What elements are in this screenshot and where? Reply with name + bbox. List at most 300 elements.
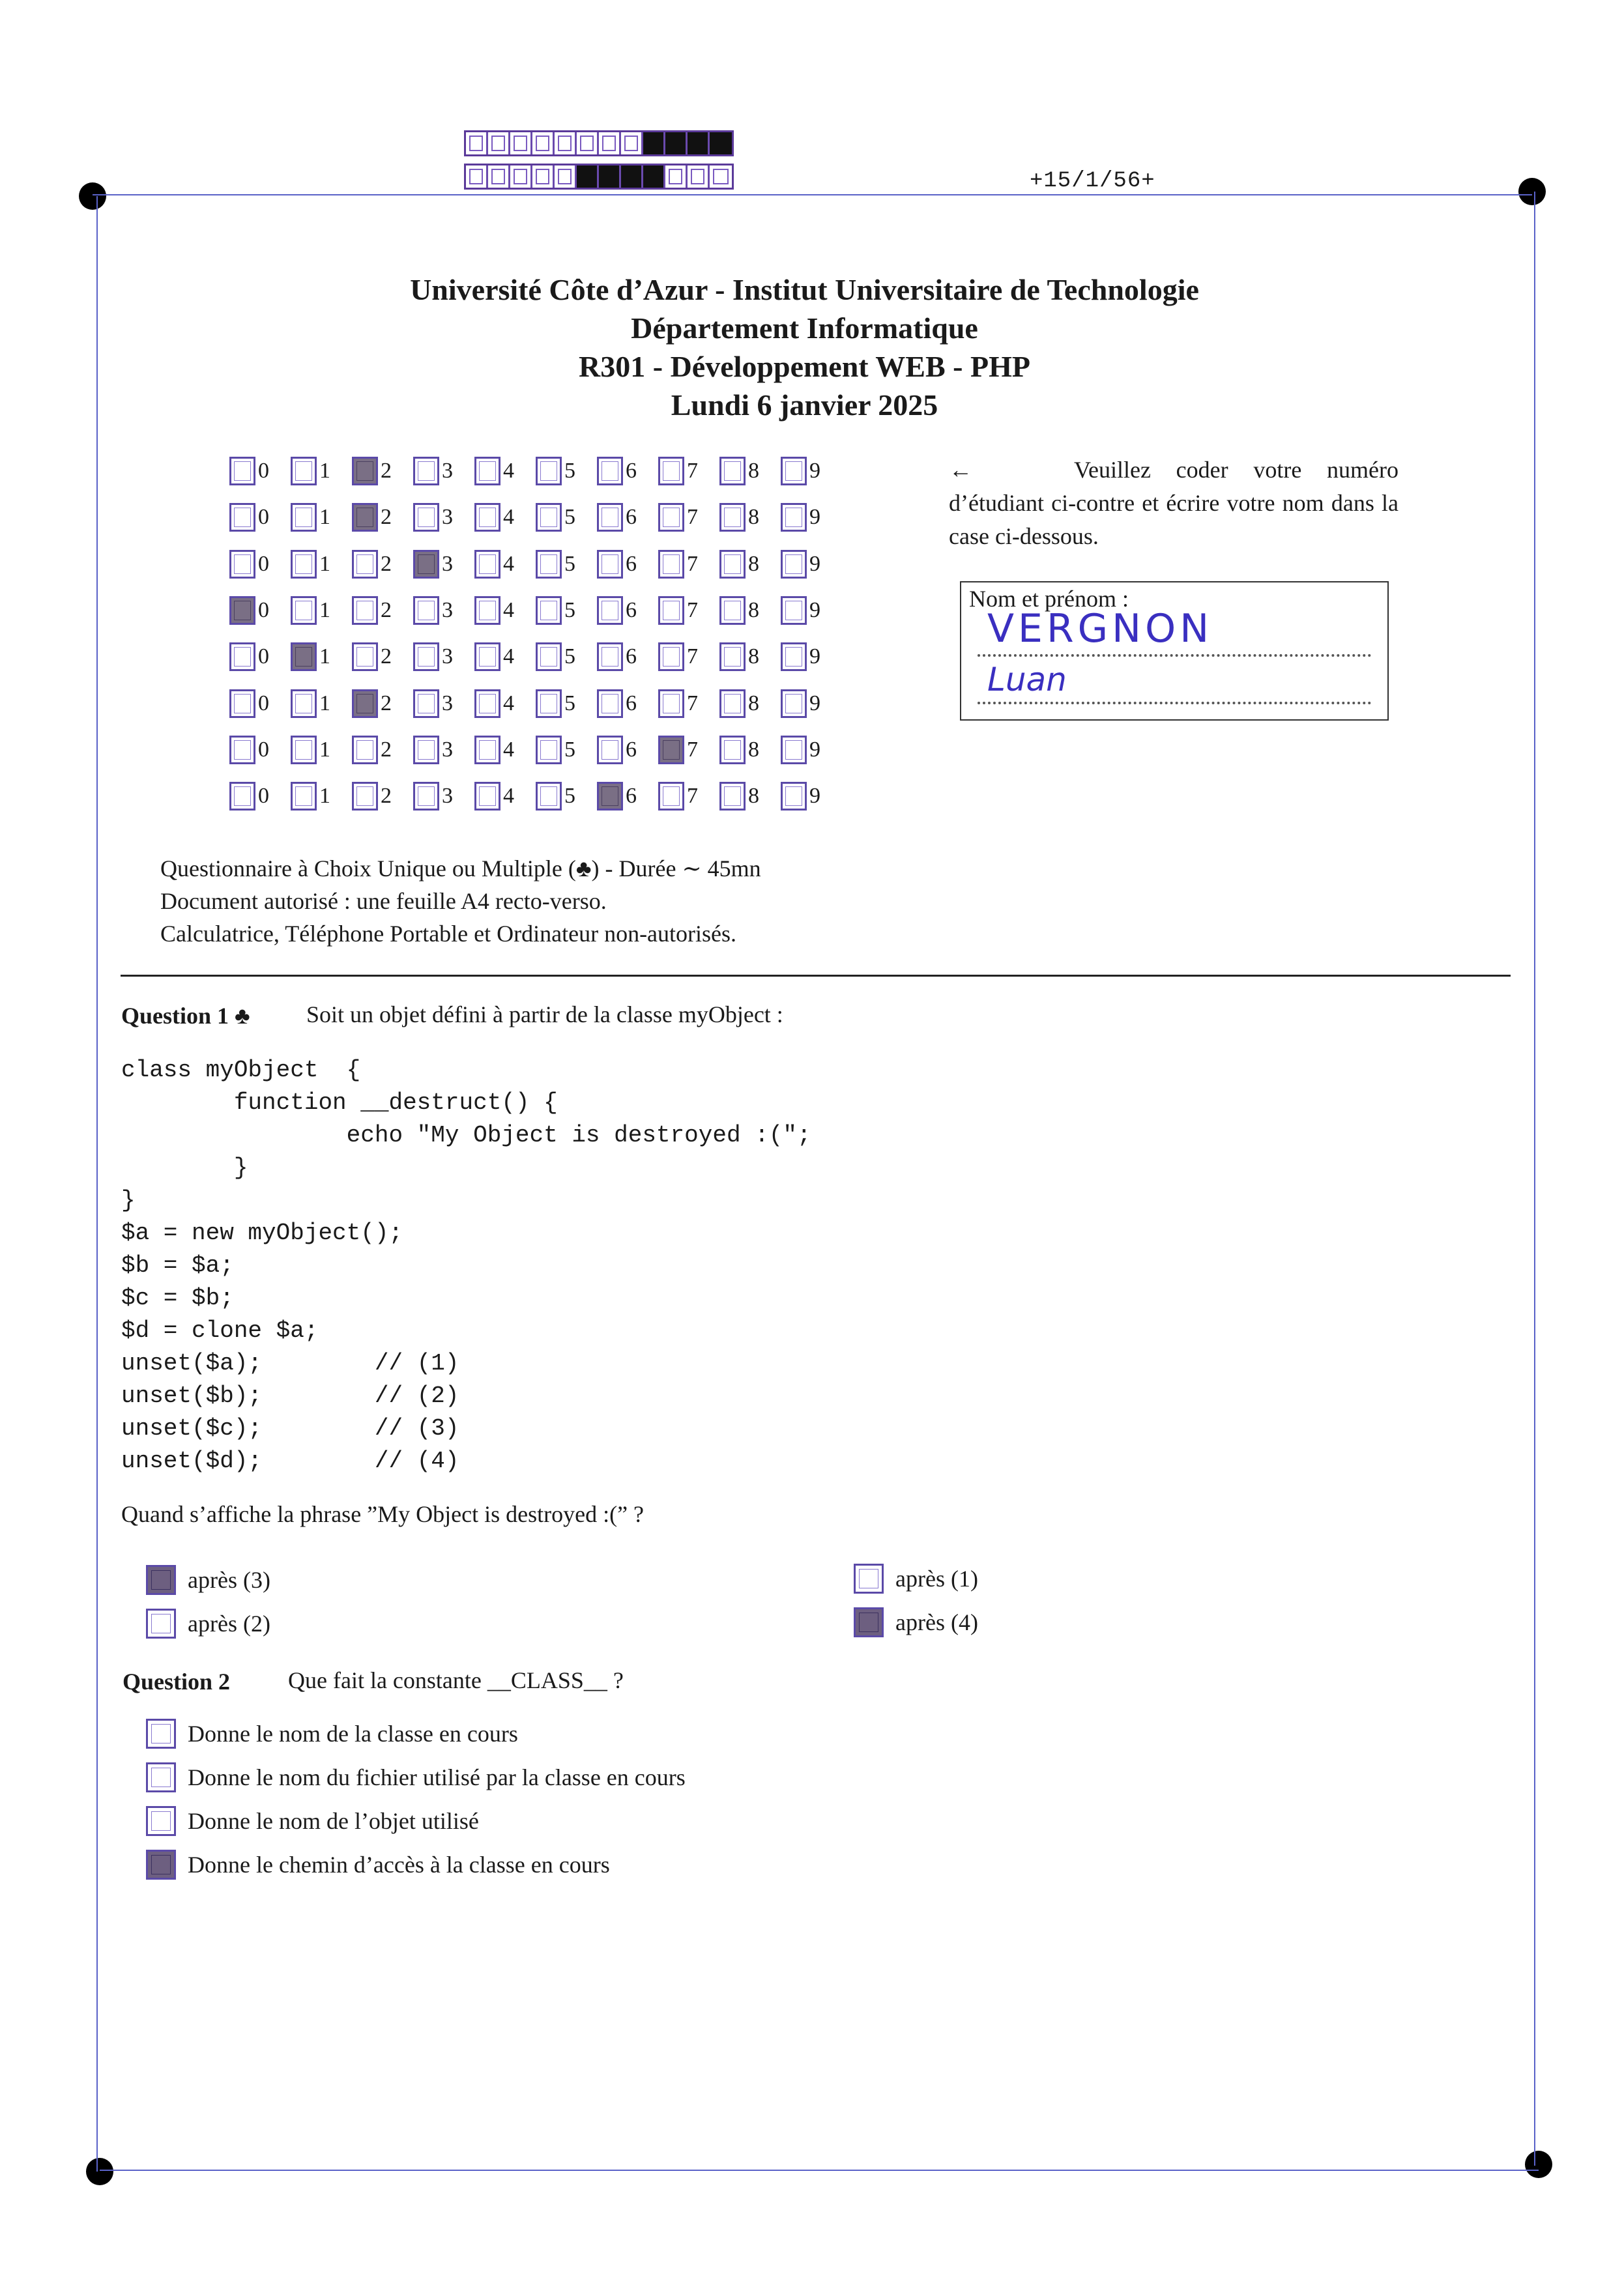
q1-answer-3-label: après (1)	[895, 1566, 978, 1592]
digit-option[interactable]	[413, 780, 474, 812]
question-1-title: Question 1 ♣	[121, 1003, 250, 1029]
digit-option[interactable]	[291, 594, 352, 627]
digit-checkbox[interactable]	[658, 596, 684, 625]
digit-label: 3	[442, 597, 453, 622]
digit-checkbox[interactable]	[474, 550, 500, 579]
digit-checkbox[interactable]	[536, 642, 562, 671]
digit-checkbox[interactable]	[413, 642, 439, 671]
student-number-row	[229, 780, 842, 812]
digit-option[interactable]	[597, 455, 658, 487]
q1-answer-3-checkbox[interactable]	[854, 1564, 884, 1594]
digit-label: 8	[748, 551, 759, 576]
digit-option[interactable]	[658, 780, 719, 812]
digit-option[interactable]	[229, 687, 291, 720]
digit-checkbox[interactable]	[781, 736, 807, 764]
q1-answer-2-label: après (2)	[188, 1611, 270, 1637]
digit-option[interactable]	[291, 687, 352, 720]
digit-label: 1	[319, 737, 330, 762]
question-1-prompt: Soit un objet défini à partir de la classe myObject :	[306, 1001, 783, 1027]
digit-label: 7	[687, 597, 698, 622]
digit-checkbox[interactable]	[658, 782, 684, 811]
digit-label: 4	[503, 459, 514, 483]
q1-answer-4-checkbox[interactable]	[854, 1607, 884, 1637]
digit-option[interactable]	[597, 734, 658, 766]
digit-label: 2	[381, 737, 392, 762]
digit-option[interactable]	[229, 640, 291, 673]
frame-top	[93, 194, 1532, 195]
digit-checkbox[interactable]	[597, 503, 623, 532]
digit-label: 9	[809, 644, 820, 669]
digit-checkbox[interactable]	[229, 596, 255, 625]
digit-checkbox[interactable]	[352, 782, 378, 811]
digit-label: 1	[319, 597, 330, 622]
digit-option[interactable]	[413, 687, 474, 720]
digit-checkbox[interactable]	[536, 457, 562, 485]
question-2-title: Question 2	[123, 1669, 231, 1695]
header-date: Lundi 6 janvier 2025	[671, 388, 938, 422]
digit-option[interactable]	[597, 780, 658, 812]
digit-option[interactable]	[352, 501, 413, 534]
digit-checkbox[interactable]	[352, 736, 378, 764]
digit-label: 2	[381, 597, 392, 622]
digit-label: 6	[626, 459, 637, 483]
digit-label: 8	[748, 459, 759, 483]
digit-option[interactable]	[413, 640, 474, 673]
digit-checkbox[interactable]	[229, 736, 255, 764]
digit-option[interactable]	[536, 734, 597, 766]
digit-label: 4	[503, 505, 514, 530]
digit-option[interactable]	[536, 548, 597, 581]
q1-answer-2[interactable]	[146, 1609, 270, 1639]
student-number-row	[229, 501, 842, 534]
q1-answer-1-label: après (3)	[188, 1567, 270, 1593]
digit-checkbox[interactable]	[658, 503, 684, 532]
digit-option[interactable]	[781, 780, 842, 812]
digit-checkbox[interactable]	[781, 550, 807, 579]
digit-option[interactable]	[229, 594, 291, 627]
digit-label: 3	[442, 459, 453, 483]
digit-label: 4	[503, 644, 514, 669]
digit-option[interactable]	[474, 548, 536, 581]
barcode-cell	[688, 165, 710, 188]
digit-label: 7	[687, 784, 698, 809]
digit-checkbox[interactable]	[229, 503, 255, 532]
digit-option[interactable]	[658, 687, 719, 720]
digit-option[interactable]	[597, 548, 658, 581]
digit-option[interactable]	[229, 455, 291, 487]
digit-option[interactable]	[474, 640, 536, 673]
digit-label: 8	[748, 691, 759, 715]
digit-option[interactable]	[536, 780, 597, 812]
digit-option[interactable]	[413, 548, 474, 581]
digit-label: 0	[258, 644, 269, 669]
q1-answer-1[interactable]	[146, 1565, 270, 1595]
digit-checkbox[interactable]	[658, 736, 684, 764]
barcode-cell	[621, 165, 643, 188]
name-dotted-line-2	[978, 702, 1371, 704]
digit-checkbox[interactable]	[536, 689, 562, 718]
header-university: Université Côte d’Azur - Institut Universitaire de Technologie	[410, 273, 1199, 306]
digit-option[interactable]	[658, 734, 719, 766]
digit-checkbox[interactable]	[291, 550, 317, 579]
digit-label: 8	[748, 737, 759, 762]
digit-label: 9	[809, 459, 820, 483]
digit-checkbox[interactable]	[474, 689, 500, 718]
digit-checkbox[interactable]	[413, 503, 439, 532]
digit-checkbox[interactable]	[352, 689, 378, 718]
corner-mark-bottom-left	[86, 2158, 113, 2185]
digit-checkbox[interactable]	[413, 689, 439, 718]
barcode-cell	[577, 165, 599, 188]
digit-label: 2	[381, 505, 392, 530]
digit-option[interactable]	[536, 687, 597, 720]
digit-label: 6	[626, 784, 637, 809]
q2-answer-4[interactable]	[146, 1850, 610, 1880]
digit-label: 5	[564, 784, 575, 809]
digit-checkbox[interactable]	[352, 550, 378, 579]
digit-checkbox[interactable]	[597, 457, 623, 485]
barcode-cell	[532, 165, 555, 188]
digit-label: 7	[687, 551, 698, 576]
arrow-icon: ←	[949, 457, 972, 483]
digit-checkbox[interactable]	[291, 642, 317, 671]
digit-option[interactable]	[291, 640, 352, 673]
digit-option[interactable]	[413, 734, 474, 766]
frame-right	[1534, 192, 1535, 2166]
digit-option[interactable]	[719, 687, 781, 720]
digit-checkbox[interactable]	[719, 689, 746, 718]
digit-label: 6	[626, 737, 637, 762]
barcode-cell	[643, 132, 665, 154]
instructions-text: Veuillez coder votre numéro d’étudiant ci-contre et écrire votre nom dans la case ci-dessous.	[949, 457, 1399, 549]
section-divider	[121, 975, 1511, 977]
digit-label: 9	[809, 551, 820, 576]
digit-option[interactable]	[719, 640, 781, 673]
digit-option[interactable]	[597, 640, 658, 673]
digit-checkbox[interactable]	[352, 503, 378, 532]
digit-checkbox[interactable]	[291, 782, 317, 811]
digit-label: 6	[626, 691, 637, 715]
barcode-cell	[710, 165, 732, 188]
digit-option[interactable]	[352, 734, 413, 766]
handwritten-firstname: Luan	[987, 661, 1067, 698]
barcode-cell	[665, 132, 688, 154]
q2-answer-1[interactable]	[146, 1719, 518, 1749]
digit-label: 4	[503, 691, 514, 715]
barcode-row-1	[464, 130, 734, 156]
digit-checkbox[interactable]	[413, 736, 439, 764]
digit-option[interactable]	[597, 594, 658, 627]
digit-label: 7	[687, 459, 698, 483]
digit-option[interactable]	[474, 455, 536, 487]
digit-label: 9	[809, 691, 820, 715]
digit-option[interactable]	[291, 455, 352, 487]
digit-option[interactable]	[413, 501, 474, 534]
digit-label: 1	[319, 459, 330, 483]
digit-checkbox[interactable]	[658, 642, 684, 671]
digit-option[interactable]	[719, 594, 781, 627]
student-number-row	[229, 640, 842, 673]
digit-option[interactable]	[781, 501, 842, 534]
digit-checkbox[interactable]	[536, 503, 562, 532]
digit-label: 3	[442, 784, 453, 809]
q2-answer-3[interactable]	[146, 1806, 479, 1836]
digit-label: 0	[258, 691, 269, 715]
digit-option[interactable]	[413, 594, 474, 627]
barcode-cell	[555, 132, 577, 154]
digit-checkbox[interactable]	[658, 457, 684, 485]
q2-answer-1-label: Donne le nom de la classe en cours	[188, 1721, 518, 1747]
digit-option[interactable]	[291, 780, 352, 812]
digit-checkbox[interactable]	[719, 736, 746, 764]
barcode-cell	[466, 165, 488, 188]
name-box[interactable]	[960, 581, 1389, 721]
digit-option[interactable]	[536, 594, 597, 627]
digit-checkbox[interactable]	[597, 736, 623, 764]
digit-label: 0	[258, 597, 269, 622]
digit-option[interactable]	[719, 734, 781, 766]
q1-answer-4-label: après (4)	[895, 1609, 978, 1635]
digit-option[interactable]	[352, 640, 413, 673]
digit-label: 3	[442, 737, 453, 762]
digit-label: 2	[381, 691, 392, 715]
digit-label: 7	[687, 644, 698, 669]
digit-label: 5	[564, 505, 575, 530]
digit-label: 1	[319, 784, 330, 809]
digit-checkbox[interactable]	[597, 689, 623, 718]
corner-mark-bottom-right	[1525, 2151, 1552, 2178]
digit-label: 1	[319, 691, 330, 715]
digit-option[interactable]	[474, 501, 536, 534]
digit-checkbox[interactable]	[781, 642, 807, 671]
digit-option[interactable]	[536, 455, 597, 487]
digit-checkbox[interactable]	[229, 642, 255, 671]
digit-label: 5	[564, 644, 575, 669]
digit-option[interactable]	[658, 455, 719, 487]
page-code: +15/1/56+	[1030, 169, 1155, 194]
digit-checkbox[interactable]	[352, 642, 378, 671]
digit-option[interactable]	[291, 501, 352, 534]
digit-option[interactable]	[352, 780, 413, 812]
q1-answer-3[interactable]	[854, 1564, 978, 1594]
digit-option[interactable]	[474, 594, 536, 627]
q2-answer-2-checkbox[interactable]	[146, 1762, 176, 1792]
digit-checkbox[interactable]	[781, 503, 807, 532]
barcode-cell	[599, 132, 621, 154]
barcode-cell	[599, 165, 621, 188]
question-1-code: class myObject { function __destruct() { echo "My Object is destroyed :("; } } $a = new myObject(); $b = $a; $c = $b; $d = clone $a; unset($a); // (1) unset($b); // (2) unset($c); // (3) unset($d); // (4)	[121, 1057, 811, 1474]
digit-checkbox[interactable]	[413, 782, 439, 811]
digit-checkbox[interactable]	[536, 596, 562, 625]
digit-option[interactable]	[658, 548, 719, 581]
digit-checkbox[interactable]	[536, 782, 562, 811]
digit-option[interactable]	[474, 687, 536, 720]
digit-checkbox[interactable]	[719, 642, 746, 671]
digit-label: 4	[503, 737, 514, 762]
digit-label: 9	[809, 784, 820, 809]
digit-checkbox[interactable]	[536, 550, 562, 579]
digit-checkbox[interactable]	[474, 642, 500, 671]
digit-label: 8	[748, 505, 759, 530]
digit-option[interactable]	[474, 780, 536, 812]
digit-checkbox[interactable]	[536, 736, 562, 764]
digit-checkbox[interactable]	[291, 689, 317, 718]
digit-checkbox[interactable]	[352, 457, 378, 485]
digit-checkbox[interactable]	[781, 689, 807, 718]
digit-option[interactable]	[291, 734, 352, 766]
digit-checkbox[interactable]	[229, 689, 255, 718]
digit-option[interactable]	[352, 594, 413, 627]
barcode-cell	[577, 132, 599, 154]
digit-checkbox[interactable]	[781, 457, 807, 485]
digit-label: 4	[503, 597, 514, 622]
digit-option[interactable]	[229, 501, 291, 534]
corner-mark-top-left	[79, 182, 106, 210]
digit-checkbox[interactable]	[413, 596, 439, 625]
digit-option[interactable]	[781, 734, 842, 766]
digit-checkbox[interactable]	[474, 457, 500, 485]
digit-label: 3	[442, 644, 453, 669]
digit-checkbox[interactable]	[229, 550, 255, 579]
digit-option[interactable]	[352, 455, 413, 487]
digit-label: 5	[564, 597, 575, 622]
digit-checkbox[interactable]	[474, 736, 500, 764]
digit-label: 2	[381, 459, 392, 483]
student-number-row	[229, 548, 842, 581]
digit-option[interactable]	[719, 501, 781, 534]
header-course: R301 - Développement WEB - PHP	[579, 350, 1030, 383]
q1-answer-2-checkbox[interactable]	[146, 1609, 176, 1639]
digit-option[interactable]	[352, 548, 413, 581]
q1-answer-4[interactable]	[854, 1607, 978, 1637]
digit-checkbox[interactable]	[291, 596, 317, 625]
digit-option[interactable]	[291, 548, 352, 581]
digit-option[interactable]	[229, 780, 291, 812]
header-department: Département Informatique	[631, 311, 978, 345]
digit-option[interactable]	[719, 455, 781, 487]
digit-checkbox[interactable]	[352, 596, 378, 625]
q2-answer-1-checkbox[interactable]	[146, 1719, 176, 1749]
digit-label: 8	[748, 644, 759, 669]
digit-checkbox[interactable]	[291, 503, 317, 532]
barcode-cell	[488, 165, 510, 188]
digit-option[interactable]	[536, 501, 597, 534]
digit-option[interactable]	[781, 455, 842, 487]
digit-label: 1	[319, 644, 330, 669]
question-1-question: Quand s’affiche la phrase ”My Object is destroyed :(” ?	[121, 1501, 645, 1527]
digit-checkbox[interactable]	[597, 596, 623, 625]
digit-checkbox[interactable]	[719, 457, 746, 485]
student-number-row	[229, 734, 842, 766]
digit-label: 2	[381, 784, 392, 809]
digit-option[interactable]	[719, 548, 781, 581]
digit-checkbox[interactable]	[413, 457, 439, 485]
digit-checkbox[interactable]	[719, 596, 746, 625]
digit-label: 0	[258, 505, 269, 530]
digit-option[interactable]	[536, 640, 597, 673]
digit-option[interactable]	[719, 780, 781, 812]
digit-label: 8	[748, 597, 759, 622]
digit-label: 6	[626, 505, 637, 530]
digit-label: 0	[258, 459, 269, 483]
digit-option[interactable]	[658, 594, 719, 627]
digit-option[interactable]	[781, 548, 842, 581]
digit-checkbox[interactable]	[229, 457, 255, 485]
digit-label: 4	[503, 784, 514, 809]
digit-label: 5	[564, 691, 575, 715]
digit-checkbox[interactable]	[781, 596, 807, 625]
digit-option[interactable]	[658, 640, 719, 673]
digit-checkbox[interactable]	[719, 782, 746, 811]
digit-checkbox[interactable]	[413, 550, 439, 579]
barcode-cell	[510, 132, 532, 154]
barcode-cell	[665, 165, 688, 188]
digit-checkbox[interactable]	[719, 550, 746, 579]
barcode-cell	[466, 132, 488, 154]
digit-checkbox[interactable]	[291, 736, 317, 764]
digit-label: 5	[564, 459, 575, 483]
frame-bottom	[100, 2170, 1539, 2171]
q2-answer-3-label: Donne le nom de l’objet utilisé	[188, 1808, 479, 1834]
digit-label: 5	[564, 737, 575, 762]
digit-checkbox[interactable]	[719, 503, 746, 532]
q1-answer-1-checkbox[interactable]	[146, 1565, 176, 1595]
exam-info-line-3: Calculatrice, Téléphone Portable et Ordinateur non-autorisés.	[160, 921, 737, 947]
digit-option[interactable]	[597, 687, 658, 720]
digit-checkbox[interactable]	[658, 550, 684, 579]
digit-option[interactable]	[781, 687, 842, 720]
digit-label: 4	[503, 551, 514, 576]
digit-option[interactable]	[474, 734, 536, 766]
digit-checkbox[interactable]	[474, 782, 500, 811]
digit-checkbox[interactable]	[229, 782, 255, 811]
digit-checkbox[interactable]	[291, 457, 317, 485]
digit-checkbox[interactable]	[474, 596, 500, 625]
digit-option[interactable]	[597, 501, 658, 534]
digit-label: 1	[319, 505, 330, 530]
digit-label: 5	[564, 551, 575, 576]
barcode-cell	[710, 132, 732, 154]
q2-answer-2[interactable]	[146, 1762, 686, 1792]
digit-option[interactable]	[781, 640, 842, 673]
digit-checkbox[interactable]	[597, 550, 623, 579]
digit-option[interactable]	[229, 548, 291, 581]
digit-checkbox[interactable]	[658, 689, 684, 718]
digit-checkbox[interactable]	[781, 782, 807, 811]
digit-checkbox[interactable]	[597, 782, 623, 811]
digit-checkbox[interactable]	[474, 503, 500, 532]
name-box-label: Nom et prénom :	[969, 586, 1129, 612]
handwritten-surname: VERGNON	[987, 606, 1213, 652]
digit-label: 3	[442, 505, 453, 530]
digit-checkbox[interactable]	[597, 642, 623, 671]
digit-option[interactable]	[352, 687, 413, 720]
digit-option[interactable]	[781, 594, 842, 627]
digit-label: 2	[381, 551, 392, 576]
name-dotted-line-1	[978, 654, 1371, 657]
digit-label: 7	[687, 691, 698, 715]
digit-option[interactable]	[658, 501, 719, 534]
digit-option[interactable]	[413, 455, 474, 487]
digit-label: 9	[809, 597, 820, 622]
digit-label: 6	[626, 597, 637, 622]
digit-label: 9	[809, 737, 820, 762]
barcode-cell	[688, 132, 710, 154]
q2-answer-4-checkbox[interactable]	[146, 1850, 176, 1880]
digit-label: 0	[258, 551, 269, 576]
q2-answer-3-checkbox[interactable]	[146, 1806, 176, 1836]
digit-option[interactable]	[229, 734, 291, 766]
